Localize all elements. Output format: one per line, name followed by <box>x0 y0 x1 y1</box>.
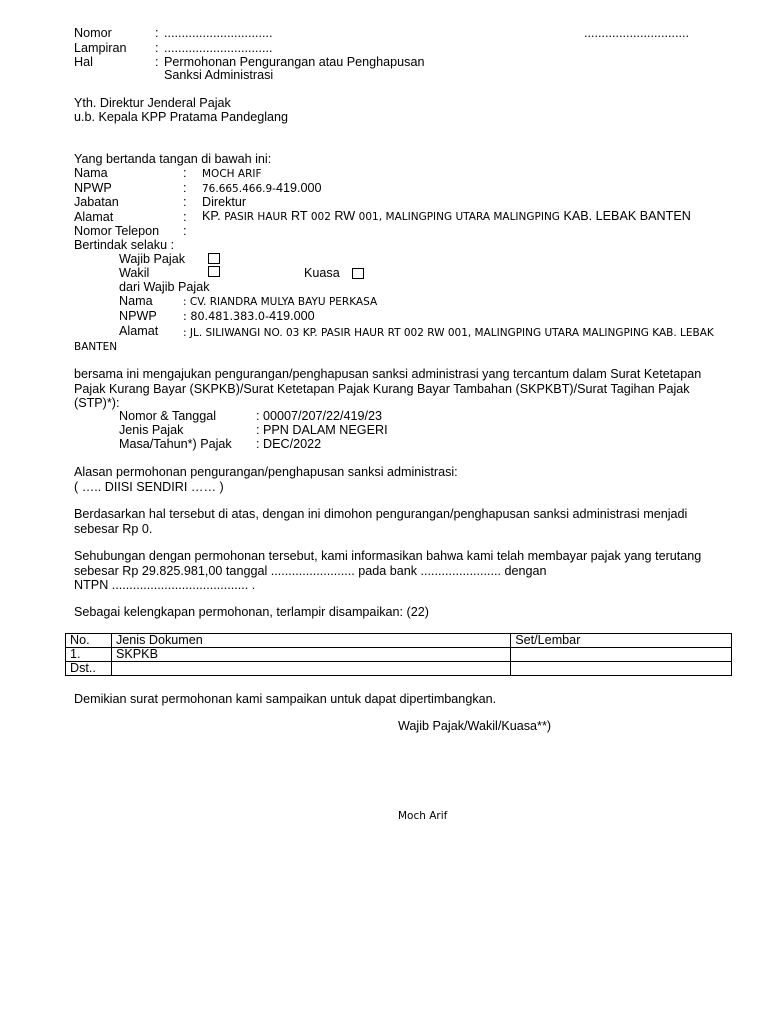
signer-telepon-colon: : <box>183 224 187 238</box>
signer-jabatan-colon: : <box>183 195 187 209</box>
signer-nama-label: Nama <box>74 166 108 180</box>
table-cell: SKPKB <box>111 648 510 662</box>
lampiran-value: ............................... <box>164 41 273 55</box>
signer-npwp-value: 76.665.466.9-419.000 <box>202 181 322 195</box>
jenis-pajak-label: Jenis Pajak <box>119 423 184 437</box>
signer-telepon-label: Nomor Telepon <box>74 224 160 238</box>
taxpayer-nama-label: Nama <box>119 294 153 308</box>
payment-line2: sebesar Rp 29.825.981,00 tanggal ........................ pada bank ....................... dengan <box>74 564 547 578</box>
signer-alamat-label: Alamat <box>74 210 114 224</box>
table-cell: Dst.. <box>66 662 112 676</box>
bertindak-label: Bertindak selaku : <box>74 238 175 252</box>
signer-alamat-value: KP. PASIR HAUR RT 002 RW 001, MALINGPING UTARA MALINGPING KAB. LEBAK BANTEN <box>202 209 691 223</box>
signer-nama-value: MOCH ARIF <box>202 168 262 180</box>
nomor-label: Nomor <box>74 26 112 40</box>
kuasa-checkbox[interactable] <box>352 268 364 279</box>
table-header-set: Set/Lembar <box>511 634 732 648</box>
signer-role: Wajib Pajak/Wakil/Kuasa**) <box>398 719 552 733</box>
signer-nama-colon: : <box>183 166 187 180</box>
wajib-pajak-checkbox[interactable] <box>208 253 220 264</box>
alasan-label: Alasan permohonan pengurangan/penghapusan sanksi administrasi: <box>74 465 458 479</box>
masa-label: Masa/Tahun*) Pajak <box>119 437 232 451</box>
jenis-pajak-value: : PPN DALAM NEGERI <box>256 423 388 437</box>
masa-value: : DEC/2022 <box>256 437 322 451</box>
taxpayer-npwp-label: NPWP <box>119 309 157 323</box>
wakil-checkbox[interactable] <box>208 266 220 277</box>
closing-text: Demikian surat permohonan kami sampaikan untuk dapat dipertimbangkan. <box>74 692 497 706</box>
taxpayer-nama-value: : CV. RIANDRA MULYA BAYU PERKASA <box>183 296 378 308</box>
lampiran-label: Lampiran <box>74 41 127 55</box>
signer-name: Moch Arif <box>398 810 448 822</box>
reduction-paragraph: Berdasarkan hal tersebut di atas, dengan ini dimohon pengurangan/penghapusan sanksi administrasi menjadi sebesar Rp 0. <box>74 507 688 536</box>
nomor-colon: : <box>155 26 159 40</box>
recipient-line2: u.b. Kepala KPP Pratama Pandeglang <box>74 110 289 124</box>
hal-label: Hal <box>74 55 93 69</box>
signer-jabatan-value: Direktur <box>202 195 247 209</box>
taxpayer-alamat-cont: BANTEN <box>74 341 118 353</box>
wajib-pajak-label: Wajib Pajak <box>119 252 186 266</box>
recipient-line1: Yth. Direktur Jenderal Pajak <box>74 96 231 110</box>
date-dots: .............................. <box>584 26 689 40</box>
lampiran-text: Sebagai kelengkapan permohonan, terlampir disampaikan: (22) <box>74 605 429 619</box>
table-cell <box>111 662 510 676</box>
signer-npwp-colon: : <box>183 181 187 195</box>
nomor-tanggal-value: : 00007/207/22/419/23 <box>256 409 383 423</box>
dari-wajib-pajak-label: dari Wajib Pajak <box>119 280 210 294</box>
table-header-no: No. <box>66 634 112 648</box>
hal-line2: Sanksi Administrasi <box>164 68 274 82</box>
taxpayer-alamat-label: Alamat <box>119 324 159 338</box>
nomor-value: ............................... <box>164 26 273 40</box>
taxpayer-npwp-value: : 80.481.383.0-419.000 <box>183 309 315 323</box>
table-cell <box>511 662 732 676</box>
signer-intro: Yang bertanda tangan di bawah ini: <box>74 152 272 166</box>
hal-colon: : <box>155 55 159 69</box>
table-cell: 1. <box>66 648 112 662</box>
table-cell <box>511 648 732 662</box>
table-row <box>66 648 732 662</box>
signer-alamat-colon: : <box>183 210 187 224</box>
wakil-label: Wakil <box>119 266 150 280</box>
documents-table <box>65 633 732 676</box>
lampiran-colon: : <box>155 41 159 55</box>
taxpayer-alamat-value: : JL. SILIWANGI NO. 03 KP. PASIR HAUR RT 002 RW 001, MALINGPING UTARA MALINGPING KAB. LEBAK <box>183 327 714 339</box>
table-row <box>66 662 732 676</box>
kuasa-label: Kuasa <box>304 266 340 280</box>
hal-line1: Permohonan Pengurangan atau Penghapusan <box>164 55 425 69</box>
request-paragraph: bersama ini mengajukan pengurangan/penghapusan sanksi administrasi yang tercantum dalam Surat Ketetapan Pajak Kurang Bayar (SKPKB)/Surat Ketetapan Pajak Kurang Bayar Tambahan (SKPKBT)/Surat Tagihan Pajak (STP)*): <box>74 367 702 410</box>
alasan-value: ( ….. DIISI SENDIRI …… ) <box>74 480 224 494</box>
payment-line1: Sehubungan dengan permohonan tersebut, kami informasikan bahwa kami telah membayar pajak yang terutang <box>74 549 702 563</box>
payment-line3: NTPN ....................................... . <box>74 578 256 592</box>
table-header-jenis: Jenis Dokumen <box>111 634 510 648</box>
nomor-tanggal-label: Nomor & Tanggal <box>119 409 217 423</box>
signer-jabatan-label: Jabatan <box>74 195 119 209</box>
table-header-row <box>66 634 732 648</box>
signer-npwp-label: NPWP <box>74 181 112 195</box>
